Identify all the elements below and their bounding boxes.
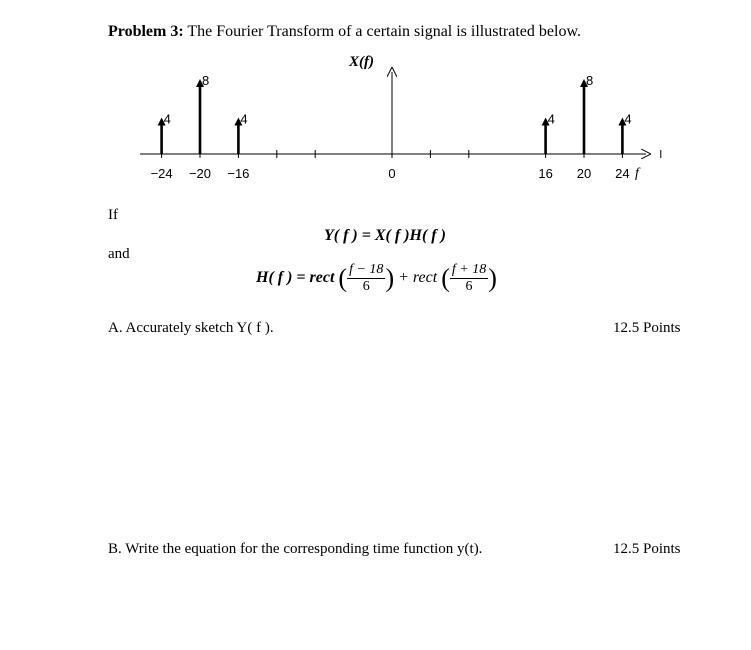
tick-label: −20 — [188, 166, 212, 181]
impulse-weight-label: 8 — [586, 73, 594, 88]
fraction-1 — [347, 262, 385, 295]
and-label: and — [108, 246, 130, 262]
tick-label: 20 — [576, 166, 592, 181]
plot-title: X(f) — [349, 54, 374, 70]
fraction-1-numerator: f − 18 — [349, 262, 384, 277]
equation-h-plus: + rect — [398, 269, 438, 287]
fraction-2-numerator: f + 18 — [451, 262, 487, 277]
fraction-2 — [450, 262, 488, 295]
impulse-weight-label: 4 — [240, 111, 248, 127]
impulse-weight-label: 8 — [202, 73, 210, 88]
if-label: If — [108, 207, 118, 223]
equation-h — [256, 262, 497, 295]
problem-heading — [108, 23, 581, 41]
close-paren-1: ) — [385, 263, 395, 293]
tick-label: 0 — [388, 166, 396, 181]
close-paren-2: ) — [488, 263, 497, 293]
problem-label: Problem 3: — [108, 23, 184, 40]
equation-y: Y( f ) = X( f )H( f ) — [324, 227, 446, 244]
question-b-points: 12.5 Points — [613, 541, 681, 557]
equation-h-lhs: H( f ) = rect — [256, 269, 335, 287]
tick-label: −24 — [150, 166, 173, 181]
impulse-weight-label: 4 — [547, 111, 555, 127]
f-axis-label: f — [635, 166, 639, 181]
fraction-1-denominator: 6 — [362, 279, 370, 294]
tick-label: 16 — [538, 166, 553, 181]
question-a: A. Accurately sketch Y( f ). — [108, 320, 274, 336]
question-b: B. Write the equation for the corresponding time function y(t). — [108, 541, 483, 557]
fraction-2-denominator: 6 — [465, 279, 473, 294]
tick-label: 24 — [615, 166, 630, 181]
tick-label: −16 — [227, 166, 250, 181]
problem-text: The Fourier Transform of a certain signal is illustrated below. — [187, 23, 581, 40]
impulse-weight-label: 4 — [163, 111, 171, 127]
question-a-points: 12.5 Points — [613, 320, 681, 336]
impulse-weight-label: 4 — [624, 111, 632, 127]
open-paren-2: ( — [441, 263, 450, 293]
open-paren-1: ( — [338, 263, 348, 293]
